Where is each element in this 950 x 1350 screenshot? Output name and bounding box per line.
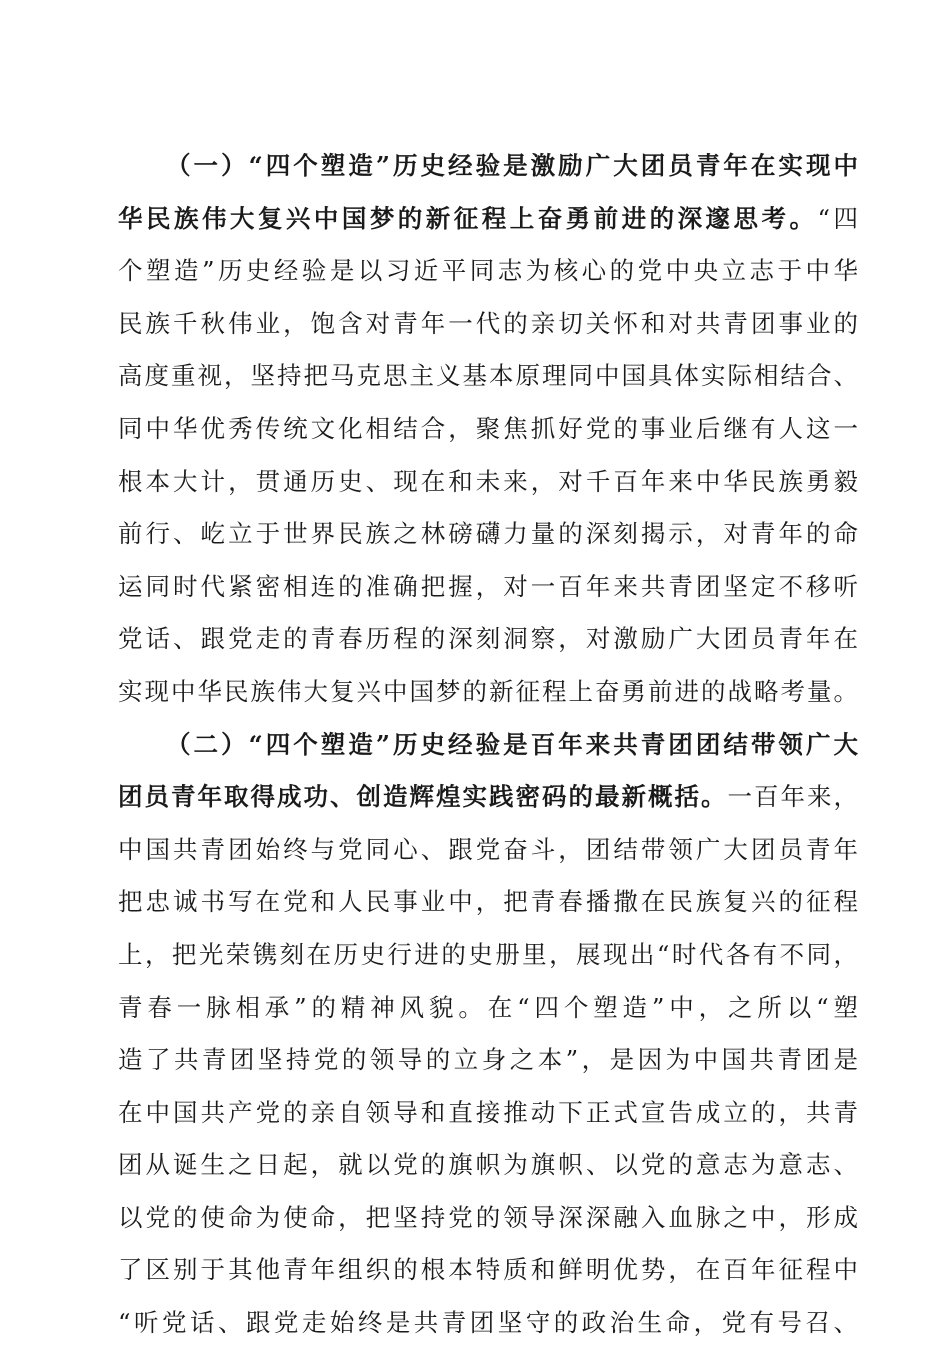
body-text-segment: 前行、屹立于世界民族之林磅礴力量的深刻揭示，对青年的命 xyxy=(118,519,858,549)
body-text-segment: 根本大计，贯通历史、现在和未来，对千百年来中华民族勇毅 xyxy=(118,466,858,496)
body-text-segment: 以党的使命为使命，把坚持党的领导深深融入血脉之中，形成 xyxy=(118,1202,858,1232)
text-line xyxy=(118,771,858,824)
bold-heading-text: （二）“四个塑造”历史经验是百年来共青团团结带领广大 xyxy=(166,729,858,759)
text-line xyxy=(118,1034,858,1087)
bold-heading-text: 团员青年取得成功、创造辉煌实践密码的最新概括。 xyxy=(118,782,728,812)
body-text-segment: 一百年来， xyxy=(727,782,858,812)
text-line xyxy=(118,929,858,982)
body-text xyxy=(118,140,858,1350)
text-line xyxy=(118,350,858,403)
text-line xyxy=(118,1192,858,1245)
bold-heading-text: 华民族伟大复兴中国梦的新征程上奋勇前进的深邃思考。 xyxy=(118,203,818,233)
body-text-segment: 党话、跟党走的青春历程的深刻洞察，对激励广大团员青年在 xyxy=(118,624,858,654)
body-text-segment: 了区别于其他青年组织的根本特质和鲜明优势，在百年征程中 xyxy=(118,1255,858,1285)
text-line xyxy=(118,298,858,351)
bold-heading-text: （一）“四个塑造”历史经验是激励广大团员青年在实现中 xyxy=(166,151,858,180)
body-text-segment: 运同时代紧密相连的准确把握，对一百年来共青团坚定不移听 xyxy=(118,571,858,601)
body-text-segment: 中国共青团始终与党同心、跟党奋斗，团结带领广大团员青年 xyxy=(118,834,858,864)
text-line xyxy=(118,1087,858,1140)
text-line xyxy=(118,982,858,1035)
text-line xyxy=(118,508,858,561)
text-line xyxy=(118,666,858,719)
text-line xyxy=(118,561,858,614)
body-text-segment: “四 xyxy=(817,203,859,233)
body-text-segment: 高度重视，坚持把马克思主义基本原理同中国具体实际相结合、 xyxy=(118,361,858,391)
body-text-segment: 团从诞生之日起，就以党的旗帜为旗帜、以党的意志为意志、 xyxy=(118,1150,858,1180)
text-line xyxy=(118,1244,858,1297)
body-text-segment: 青春一脉相承”的精神风貌。在“四个塑造”中，之所以“塑 xyxy=(118,992,858,1022)
text-line xyxy=(118,403,858,456)
text-line xyxy=(118,824,858,877)
body-text-segment: 上，把光荣镌刻在历史行进的史册里，展现出“时代各有不同， xyxy=(118,939,858,969)
body-text-segment: 造了共青团坚持党的领导的立身之本”，是因为中国共青团是 xyxy=(118,1045,858,1075)
text-line xyxy=(118,1297,858,1350)
body-text-segment: 实现中华民族伟大复兴中国梦的新征程上奋勇前进的战略考量。 xyxy=(118,676,858,706)
body-text-segment: 同中华优秀传统文化相结合，聚焦抓好党的事业后继有人这一 xyxy=(118,413,858,443)
body-text-segment: “听党话、跟党走始终是共青团坚守的政治生命，党有号召、 xyxy=(118,1308,858,1338)
body-text-segment: 把忠诚书写在党和人民事业中，把青春播撒在民族复兴的征程 xyxy=(118,887,858,917)
paragraph-first-line xyxy=(118,719,858,772)
text-line xyxy=(118,1139,858,1192)
text-line xyxy=(118,193,858,246)
text-line xyxy=(118,876,858,929)
text-line xyxy=(118,245,858,298)
text-line xyxy=(118,613,858,666)
body-text-segment: 个塑造”历史经验是以习近平同志为核心的党中央立志于中华 xyxy=(118,256,858,286)
paragraph-first-line xyxy=(118,140,858,193)
body-text-segment: 民族千秋伟业，饱含对青年一代的亲切关怀和对共青团事业的 xyxy=(118,308,858,338)
body-text-segment: 在中国共产党的亲自领导和直接推动下正式宣告成立的，共青 xyxy=(118,1097,858,1127)
text-line xyxy=(118,456,858,509)
